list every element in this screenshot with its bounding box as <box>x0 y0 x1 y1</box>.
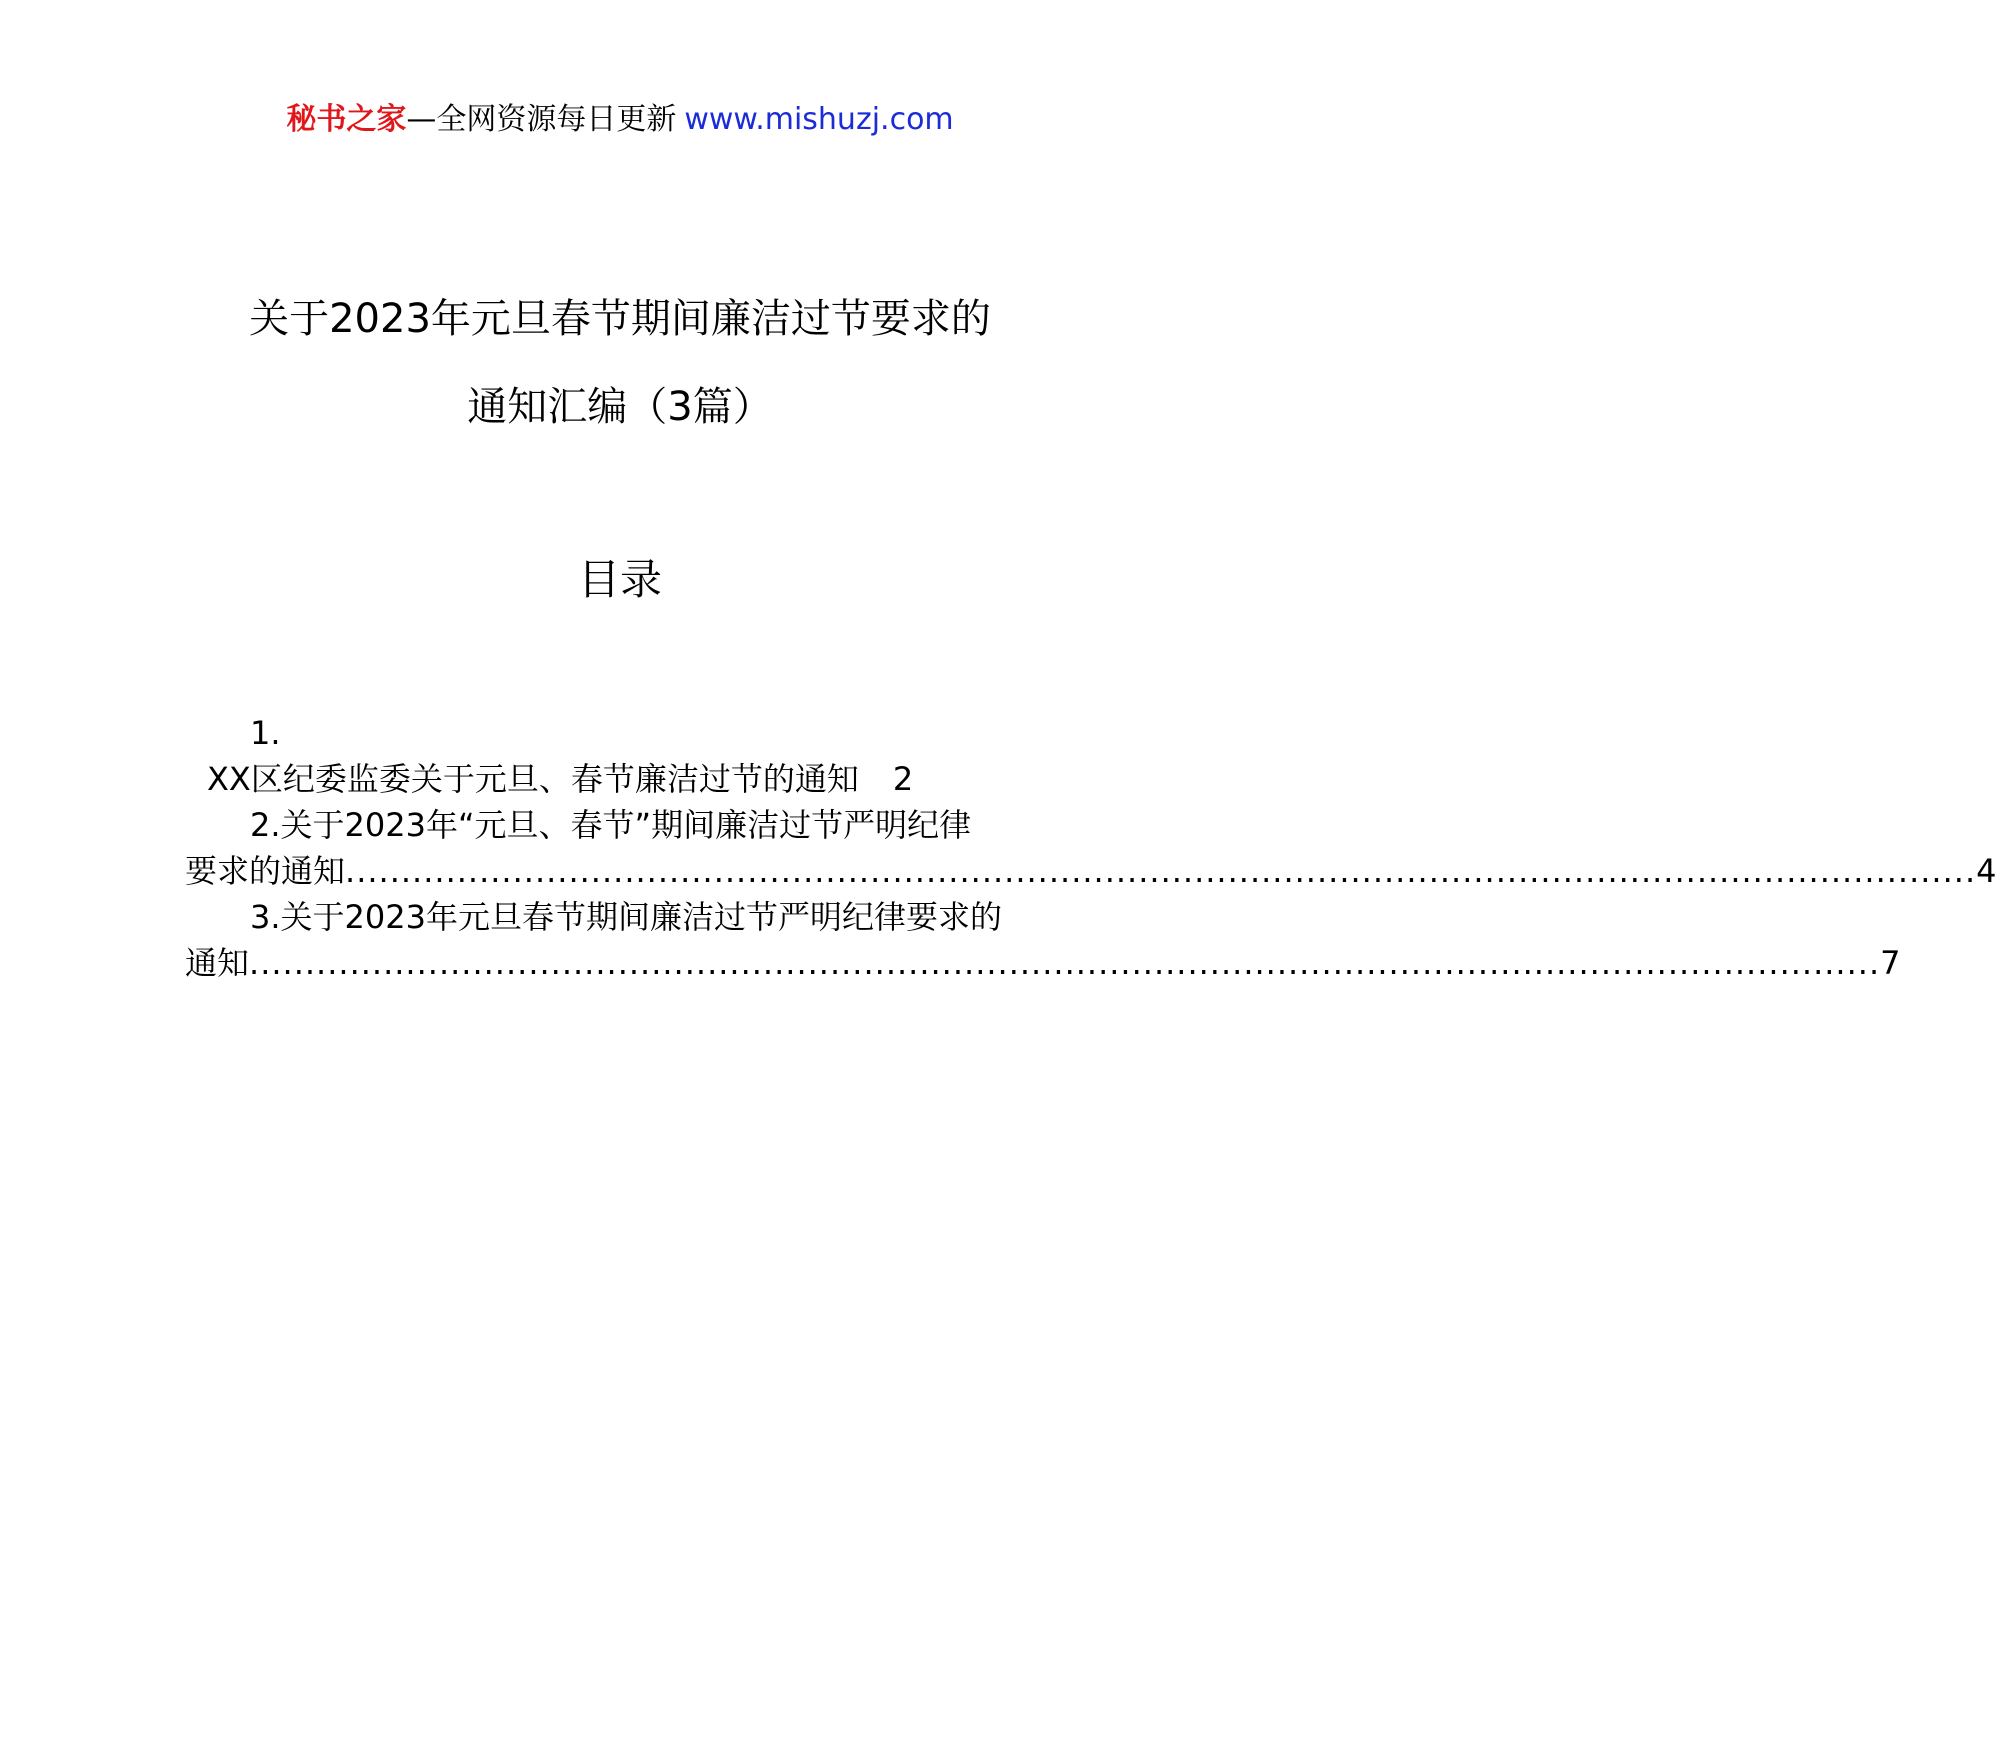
toc-entry-3-page: 7 <box>1880 944 1901 982</box>
toc-entry-3-text: 通知 <box>185 944 250 982</box>
toc-entry-2-line-2[interactable] <box>185 848 1996 894</box>
site-header <box>0 100 1240 140</box>
toc-leader-dots: .................................................................................................................................................. <box>345 852 1977 890</box>
toc-leader-dots: .................................................................................................................................................. <box>249 944 1881 982</box>
toc-entry-2-page: 4 <box>1976 852 1996 890</box>
toc-entry-3-line-1[interactable]: 3.关于2023年元旦春节期间廉洁过节严明纪律要求的 <box>250 898 1002 936</box>
toc-heading: 目录 <box>577 555 662 604</box>
document-title-line-1: 关于2023年元旦春节期间廉洁过节要求的 <box>249 296 991 342</box>
toc-entry-2-text: 要求的通知 <box>185 852 346 890</box>
table-of-contents <box>185 710 1996 986</box>
site-url[interactable]: www.mishuzj.com <box>684 102 954 137</box>
header-tagline: —全网资源每日更新 <box>406 102 677 137</box>
toc-entry-1-number[interactable]: 1. <box>250 714 281 752</box>
brand-name: 秘书之家 <box>286 102 407 137</box>
toc-entry-2-line-1[interactable]: 2.关于2023年“元旦、春节”期间廉洁过节严明纪律 <box>250 806 972 844</box>
toc-entry-1-text: XX区纪委监委关于元旦、春节廉洁过节的通知 <box>207 760 859 798</box>
toc-entry-1-page: 2 <box>892 760 914 798</box>
toc-entry-1[interactable] <box>185 756 1045 802</box>
document-title <box>0 275 1240 451</box>
document-title-line-2: 通知汇编（3篇） <box>467 384 773 430</box>
toc-entry-3-line-2[interactable] <box>185 940 1901 986</box>
